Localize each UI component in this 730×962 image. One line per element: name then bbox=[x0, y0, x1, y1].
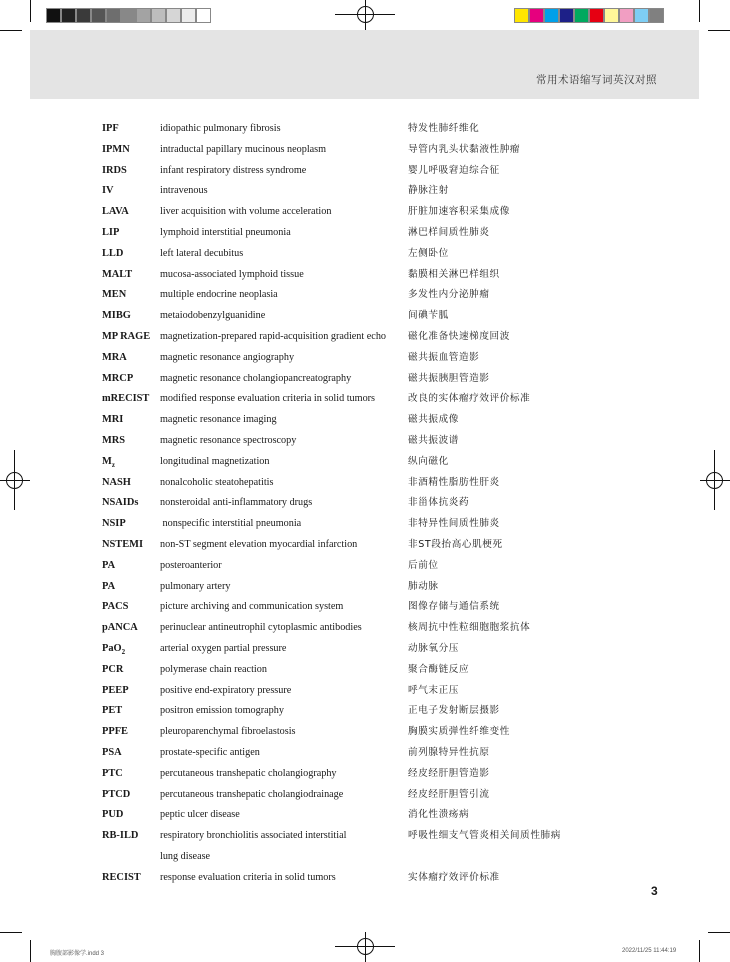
abbreviation-text: MRI bbox=[102, 414, 124, 426]
term-chinese: 非ST段抬高心肌梗死 bbox=[408, 538, 503, 550]
term-abbreviation bbox=[102, 826, 138, 847]
term-abbreviation bbox=[102, 493, 138, 514]
abbreviation-text: MEN bbox=[102, 289, 127, 301]
calibration-swatch bbox=[514, 8, 529, 23]
term-chinese: 胸膜实质弹性纤维变性 bbox=[408, 726, 510, 738]
term-abbreviation bbox=[102, 805, 123, 826]
crop-mark bbox=[0, 932, 22, 933]
abbreviation-text: pANCA bbox=[102, 622, 138, 634]
glossary-entry bbox=[102, 306, 622, 327]
abbreviation-text: IPF bbox=[102, 123, 119, 134]
glossary-entry bbox=[102, 161, 622, 182]
term-chinese: 婴儿呼吸窘迫综合征 bbox=[408, 164, 500, 176]
abbreviation-text: PPFE bbox=[102, 726, 128, 738]
glossary-entry bbox=[102, 618, 622, 639]
term-chinese: 静脉注射 bbox=[408, 185, 449, 197]
glossary-entry bbox=[102, 181, 622, 202]
footer-timestamp: 2022/11/25 11:44:19 bbox=[622, 948, 677, 954]
abbreviation-text: NSTEMI bbox=[102, 538, 143, 550]
term-abbreviation bbox=[102, 514, 126, 535]
term-chinese: 黏膜相关淋巴样组织 bbox=[408, 268, 500, 280]
term-abbreviation bbox=[102, 306, 131, 327]
abbreviation-text: IPMN bbox=[102, 143, 130, 155]
header-title: 常用术语缩写词英汉对照 bbox=[536, 75, 657, 86]
abbreviation-text: MRA bbox=[102, 351, 127, 363]
term-chinese: 前列腺特异性抗原 bbox=[408, 746, 490, 758]
term-english: infant respiratory distress syndrome bbox=[160, 164, 307, 176]
abbreviation-text: M bbox=[102, 455, 112, 467]
term-chinese: 呼吸性细支气管炎相关间质性肺病 bbox=[408, 830, 561, 842]
term-english: modified response evaluation criteria in solid tumors bbox=[160, 393, 376, 405]
abbreviation-text: NSAIDs bbox=[102, 497, 139, 509]
term-chinese: 肺动脉 bbox=[408, 580, 439, 592]
calibration-swatch bbox=[196, 8, 211, 23]
term-english: lymphoid interstitial pneumonia bbox=[160, 226, 291, 238]
glossary-entry bbox=[102, 514, 622, 535]
glossary-entry bbox=[102, 265, 622, 286]
term-english: arterial oxygen partial pressure bbox=[160, 642, 287, 654]
glossary-entry bbox=[102, 785, 622, 806]
color-calibration-bar bbox=[514, 8, 664, 23]
registration-mark-left bbox=[0, 450, 30, 510]
term-abbreviation bbox=[102, 181, 114, 202]
term-abbreviation bbox=[102, 119, 119, 140]
term-english: respiratory bronchiolitis associated interstitial bbox=[160, 830, 347, 842]
term-english-continued: lung disease bbox=[160, 850, 211, 862]
term-abbreviation bbox=[102, 785, 130, 806]
abbreviation-text: PACS bbox=[102, 601, 129, 613]
calibration-swatch bbox=[544, 8, 559, 23]
crop-mark bbox=[699, 940, 700, 962]
calibration-swatch bbox=[649, 8, 664, 23]
term-abbreviation bbox=[102, 431, 125, 452]
calibration-swatch bbox=[529, 8, 544, 23]
glossary-entry bbox=[102, 431, 622, 452]
term-chinese: 经皮经肝胆管引流 bbox=[408, 788, 490, 800]
calibration-swatch bbox=[166, 8, 181, 23]
abbreviation-text: PTC bbox=[102, 767, 123, 779]
glossary-entry bbox=[102, 452, 622, 473]
crop-mark bbox=[0, 30, 22, 31]
term-abbreviation bbox=[102, 389, 149, 410]
term-chinese: 肝脏加速容积采集成像 bbox=[408, 206, 510, 218]
term-abbreviation bbox=[102, 265, 132, 286]
term-english: response evaluation criteria in solid tumors bbox=[160, 871, 336, 883]
abbreviation-text: PEEP bbox=[102, 684, 129, 696]
abbreviation-text: NSIP bbox=[102, 518, 126, 530]
term-english: non-ST segment elevation myocardial infarction bbox=[160, 538, 358, 550]
term-english: magnetic resonance angiography bbox=[160, 351, 295, 363]
term-chinese: 聚合酶链反应 bbox=[408, 663, 470, 675]
term-abbreviation bbox=[102, 681, 129, 702]
crop-mark bbox=[30, 940, 31, 962]
term-english: magnetic resonance spectroscopy bbox=[160, 434, 297, 446]
crop-mark bbox=[708, 932, 730, 933]
term-chinese: 磁共振成像 bbox=[408, 414, 459, 426]
term-chinese: 多发性内分泌肿瘤 bbox=[408, 289, 490, 301]
term-english: magnetic resonance cholangiopancreatography bbox=[160, 372, 352, 384]
calibration-swatch bbox=[106, 8, 121, 23]
term-english: peptic ulcer disease bbox=[160, 809, 240, 821]
term-english: nonalcoholic steatohepatitis bbox=[160, 476, 274, 488]
term-abbreviation bbox=[102, 618, 138, 639]
term-abbreviation bbox=[102, 140, 130, 161]
crop-mark bbox=[708, 30, 730, 31]
glossary-entry bbox=[102, 597, 622, 618]
calibration-swatch bbox=[589, 8, 604, 23]
abbreviation-subscript: 2 bbox=[121, 648, 126, 656]
term-abbreviation bbox=[102, 701, 122, 722]
term-english: pulmonary artery bbox=[160, 580, 231, 592]
term-abbreviation bbox=[102, 868, 141, 889]
term-abbreviation bbox=[102, 743, 122, 764]
abbreviation-text: PA bbox=[102, 559, 116, 571]
term-english: liver acquisition with volume acceleration bbox=[160, 206, 332, 218]
abbreviation-text: PSA bbox=[102, 746, 122, 758]
term-abbreviation bbox=[102, 473, 131, 494]
abbreviation-text: RB-ILD bbox=[102, 830, 139, 842]
registration-mark-bottom bbox=[335, 932, 395, 962]
term-english: positron emission tomography bbox=[160, 705, 284, 717]
abbreviation-text: IV bbox=[102, 185, 114, 197]
abbreviation-text: RECIST bbox=[102, 871, 141, 883]
glossary-entry bbox=[102, 743, 622, 764]
abbreviation-text: IRDS bbox=[102, 164, 127, 176]
term-abbreviation bbox=[102, 597, 128, 618]
abbreviation-text: PUD bbox=[102, 809, 124, 821]
term-chinese: 淋巴样间质性肺炎 bbox=[408, 226, 490, 238]
term-english: percutaneous transhepatic cholangiodrainage bbox=[160, 788, 344, 800]
term-abbreviation bbox=[102, 764, 123, 785]
page-number: 3 bbox=[651, 884, 658, 898]
glossary-entry bbox=[102, 805, 622, 826]
term-chinese: 磁化准备快速梯度回波 bbox=[408, 330, 510, 342]
abbreviation-text: MALT bbox=[102, 268, 133, 280]
term-chinese: 特发性肺纤维化 bbox=[408, 123, 480, 134]
glossary-entry bbox=[102, 764, 622, 785]
term-abbreviation bbox=[102, 285, 126, 306]
term-abbreviation bbox=[102, 722, 128, 743]
calibration-swatch bbox=[136, 8, 151, 23]
running-header bbox=[30, 30, 699, 99]
abbreviation-text: NASH bbox=[102, 476, 131, 488]
term-abbreviation bbox=[102, 327, 150, 348]
term-english: nonsteroidal anti-inflammatory drugs bbox=[160, 497, 313, 509]
term-abbreviation bbox=[102, 202, 129, 223]
term-chinese: 非特异性间质性肺炎 bbox=[408, 518, 500, 530]
term-chinese: 导管内乳头状黏液性肿瘤 bbox=[408, 143, 521, 155]
glossary-entry bbox=[102, 327, 622, 348]
glossary-entry bbox=[102, 348, 622, 369]
glossary-entry bbox=[102, 140, 622, 161]
calibration-swatch bbox=[91, 8, 106, 23]
term-english: intravenous bbox=[160, 185, 208, 197]
term-abbreviation bbox=[102, 223, 119, 244]
glossary-entry bbox=[102, 577, 622, 598]
term-chinese: 动脉氧分压 bbox=[408, 642, 459, 654]
term-chinese: 经皮经肝胆管造影 bbox=[408, 767, 490, 779]
abbreviation-text: PCR bbox=[102, 663, 124, 675]
glossary-entry bbox=[102, 556, 622, 577]
calibration-swatch bbox=[61, 8, 76, 23]
term-abbreviation bbox=[102, 244, 123, 265]
glossary-list bbox=[102, 119, 622, 888]
abbreviation-subscript: z bbox=[111, 460, 115, 469]
calibration-swatch bbox=[181, 8, 196, 23]
term-abbreviation bbox=[102, 535, 143, 556]
glossary-entry bbox=[102, 681, 622, 702]
footer-file-name: 胸腹部影像学.indd 3 bbox=[50, 951, 105, 957]
term-english: idiopathic pulmonary fibrosis bbox=[160, 123, 281, 134]
term-english: posteroanterior bbox=[160, 559, 222, 571]
glossary-entry bbox=[102, 826, 622, 868]
term-chinese: 实体瘤疗效评价标准 bbox=[408, 871, 500, 883]
abbreviation-text: PET bbox=[102, 705, 123, 717]
crop-mark bbox=[30, 0, 31, 22]
glossary-entry bbox=[102, 202, 622, 223]
abbreviation-text: MRS bbox=[102, 434, 126, 446]
term-abbreviation bbox=[102, 369, 133, 390]
abbreviation-text: mRECIST bbox=[102, 393, 150, 405]
term-chinese: 后前位 bbox=[408, 559, 439, 571]
abbreviation-text: MRCP bbox=[102, 372, 134, 384]
term-english: magnetization-prepared rapid-acquisition gradient echo bbox=[160, 330, 387, 342]
registration-mark-right bbox=[700, 450, 730, 510]
calibration-swatch bbox=[619, 8, 634, 23]
term-chinese: 左侧卧位 bbox=[408, 247, 449, 259]
term-chinese: 非甾体抗炎药 bbox=[408, 497, 470, 509]
glossary-entry bbox=[102, 493, 622, 514]
abbreviation-text: LLD bbox=[102, 247, 124, 259]
glossary-entry bbox=[102, 473, 622, 494]
term-abbreviation bbox=[102, 556, 115, 577]
term-chinese: 正电子发射断层摄影 bbox=[408, 705, 500, 717]
glossary-entry bbox=[102, 223, 622, 244]
glossary-entry bbox=[102, 868, 622, 889]
term-abbreviation bbox=[102, 577, 115, 598]
glossary-entry bbox=[102, 639, 622, 660]
glossary-entry bbox=[102, 410, 622, 431]
calibration-swatch bbox=[559, 8, 574, 23]
term-english: longitudinal magnetization bbox=[160, 455, 270, 467]
term-english: multiple endocrine neoplasia bbox=[160, 289, 278, 301]
term-chinese: 磁共振血管造影 bbox=[408, 351, 480, 363]
term-english: left lateral decubitus bbox=[160, 247, 244, 259]
term-english: metaiodobenzylguanidine bbox=[160, 310, 266, 322]
term-chinese: 图像存储与通信系统 bbox=[408, 601, 500, 613]
glossary-entry bbox=[102, 369, 622, 390]
glossary-entry bbox=[102, 701, 622, 722]
glossary-entry bbox=[102, 660, 622, 681]
term-english: positive end-expiratory pressure bbox=[160, 684, 292, 696]
calibration-swatch bbox=[46, 8, 61, 23]
term-english: perinuclear antineutrophil cytoplasmic antibodies bbox=[160, 622, 362, 634]
glossary-entry bbox=[102, 389, 622, 410]
term-english: prostate-specific antigen bbox=[160, 746, 260, 758]
term-chinese: 消化性溃疡病 bbox=[408, 809, 470, 821]
term-chinese: 改良的实体瘤疗效评价标准 bbox=[408, 393, 531, 405]
term-chinese: 磁共振波谱 bbox=[408, 434, 459, 446]
term-english: nonspecific interstitial pneumonia bbox=[160, 518, 302, 530]
abbreviation-text: MP RAGE bbox=[102, 330, 151, 342]
term-chinese: 间碘苄胍 bbox=[408, 310, 449, 322]
grayscale-calibration-bar bbox=[46, 8, 211, 23]
glossary-entry bbox=[102, 535, 622, 556]
term-abbreviation bbox=[102, 410, 123, 431]
calibration-swatch bbox=[604, 8, 619, 23]
glossary-entry bbox=[102, 244, 622, 265]
calibration-swatch bbox=[574, 8, 589, 23]
term-english: magnetic resonance imaging bbox=[160, 414, 277, 426]
term-chinese: 核周抗中性粒细胞胞浆抗体 bbox=[408, 622, 531, 634]
calibration-swatch bbox=[151, 8, 166, 23]
glossary-entry bbox=[102, 285, 622, 306]
glossary-entry bbox=[102, 722, 622, 743]
term-english: intraductal papillary mucinous neoplasm bbox=[160, 143, 327, 155]
registration-mark-top bbox=[335, 0, 395, 30]
calibration-swatch bbox=[121, 8, 136, 23]
crop-mark bbox=[699, 0, 700, 22]
term-english: picture archiving and communication system bbox=[160, 601, 344, 613]
calibration-swatch bbox=[76, 8, 91, 23]
abbreviation-text: MIBG bbox=[102, 310, 131, 322]
term-chinese: 纵向磁化 bbox=[408, 455, 449, 467]
term-english: polymerase chain reaction bbox=[160, 663, 267, 675]
term-abbreviation bbox=[102, 161, 127, 182]
term-chinese: 呼气末正压 bbox=[408, 684, 459, 696]
abbreviation-text: PA bbox=[102, 580, 116, 592]
term-abbreviation bbox=[102, 348, 127, 369]
term-chinese: 非酒精性脂肪性肝炎 bbox=[408, 476, 500, 488]
term-abbreviation bbox=[102, 660, 123, 681]
glossary-entry bbox=[102, 119, 622, 140]
abbreviation-text: LAVA bbox=[102, 206, 129, 218]
calibration-swatch bbox=[634, 8, 649, 23]
term-chinese: 磁共振胰胆管造影 bbox=[408, 372, 490, 384]
term-english: pleuroparenchymal fibroelastosis bbox=[160, 726, 296, 738]
abbreviation-text: PaO bbox=[102, 642, 122, 654]
abbreviation-text: LIP bbox=[102, 226, 120, 238]
abbreviation-text: PTCD bbox=[102, 788, 131, 800]
term-english: percutaneous transhepatic cholangiography bbox=[160, 767, 337, 779]
term-english: mucosa-associated lymphoid tissue bbox=[160, 268, 304, 280]
